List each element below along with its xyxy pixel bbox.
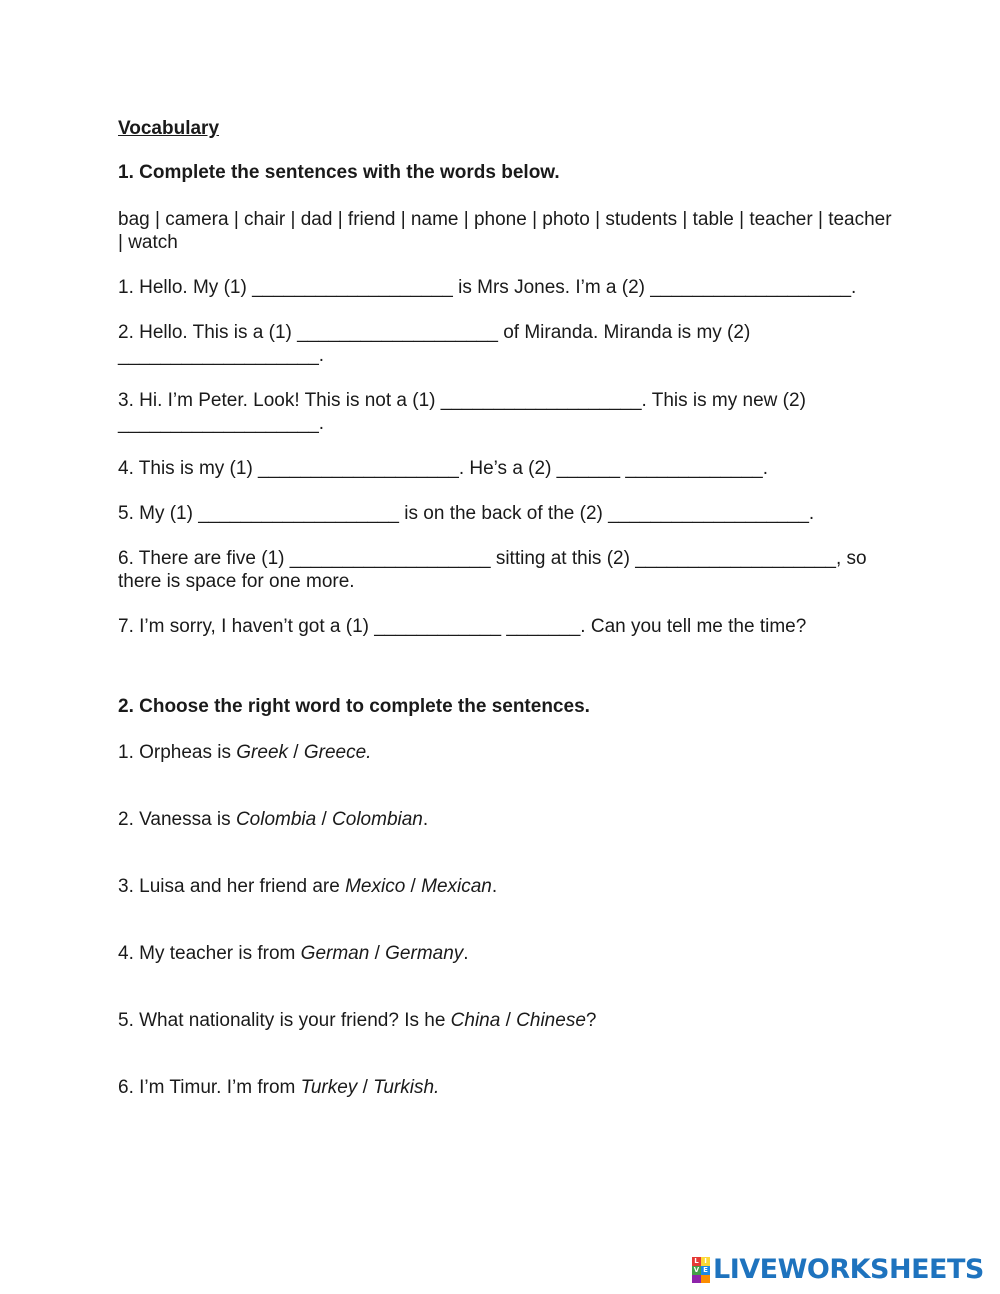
choice-prefix: 2. Vanessa is: [118, 809, 236, 830]
choice-option-a: China: [450, 1010, 501, 1031]
sentence-4: 4. This is my (1) ___________________. He’s a (2) ______ _____________.: [118, 458, 769, 479]
sentence-2: 2. Hello. This is a (1) ___________________ of Miranda. Miranda is my (2) ___________________.: [118, 322, 751, 366]
choice-suffix: .: [422, 809, 429, 830]
worksheet-page: [118, 118, 898, 1144]
sentence-6: 6. There are five (1) ___________________ sitting at this (2) ___________________, so there is space for one more.: [118, 548, 867, 592]
section1-title: 1. Complete the sentences with the words below.: [118, 162, 560, 183]
choice-prefix: 5. What nationality is your friend? Is he: [118, 1010, 451, 1031]
section2-title: 2. Choose the right word to complete the sentences.: [118, 696, 590, 717]
choice-suffix: .: [491, 876, 498, 897]
sentence-1: 1. Hello. My (1) ___________________ is Mrs Jones. I’m a (2) ___________________.: [118, 277, 857, 298]
choice-option-b: Colombian: [332, 809, 423, 830]
choice-item-1: [118, 742, 898, 764]
choice-separator: /: [357, 1077, 374, 1098]
page-heading: Vocabulary: [118, 118, 220, 139]
sentence-3: 3. Hi. I’m Peter. Look! This is not a (1) ___________________. This is my new (2) ___________________.: [118, 390, 806, 434]
sentence-7: 7. I’m sorry, I haven’t got a (1) ____________ _______. Can you tell me the time?: [118, 616, 807, 637]
choice-item-5: [118, 1010, 898, 1032]
choice-option-b: Germany: [385, 943, 464, 964]
choice-separator: /: [316, 809, 333, 830]
choice-prefix: 6. I’m Timur. I’m from: [118, 1077, 301, 1098]
choice-prefix: 4. My teacher is from: [118, 943, 301, 964]
choice-option-a: Turkey: [300, 1077, 358, 1098]
choice-option-a: Colombia: [235, 809, 317, 830]
logo-mark-block: [701, 1275, 710, 1283]
choice-separator: /: [405, 876, 422, 897]
choice-prefix: 1. Orpheas is: [118, 742, 237, 763]
liveworksheets-logo: [692, 1256, 984, 1284]
choice-item-6: [118, 1077, 898, 1099]
choice-prefix: 3. Luisa and her friend are: [118, 876, 346, 897]
choice-suffix: .: [463, 943, 469, 964]
sentence-5: 5. My (1) ___________________ is on the back of the (2) ___________________.: [118, 503, 815, 524]
logo-text: LIVEWORKSHEETS: [713, 1254, 984, 1285]
choice-option-a: Greek: [236, 742, 289, 763]
logo-mark-block: I: [701, 1257, 710, 1266]
logo-mark-block: [692, 1275, 701, 1283]
choice-option-b: Mexican: [421, 876, 492, 897]
choice-option-a: Mexico: [345, 876, 406, 897]
liveworksheets-logo-icon: [692, 1257, 710, 1283]
choice-item-3: [118, 876, 898, 898]
choice-item-2: [118, 809, 898, 831]
choice-option-b: Greece.: [303, 742, 372, 763]
logo-mark-block: E: [701, 1266, 710, 1275]
choice-option-b: Chinese: [516, 1010, 586, 1031]
choice-option-a: German: [300, 943, 370, 964]
choice-option-b: Turkish.: [373, 1077, 440, 1098]
choice-separator: /: [369, 943, 386, 964]
choice-suffix: ?: [585, 1010, 597, 1031]
choice-separator: /: [500, 1010, 517, 1031]
logo-mark-block: L: [692, 1257, 701, 1266]
choice-item-4: [118, 943, 898, 965]
word-bank: bag | camera | chair | dad | friend | name | phone | photo | students | table | teacher | teacher | watch: [118, 209, 892, 253]
logo-mark-block: V: [693, 1266, 700, 1274]
choice-separator: /: [288, 742, 304, 763]
